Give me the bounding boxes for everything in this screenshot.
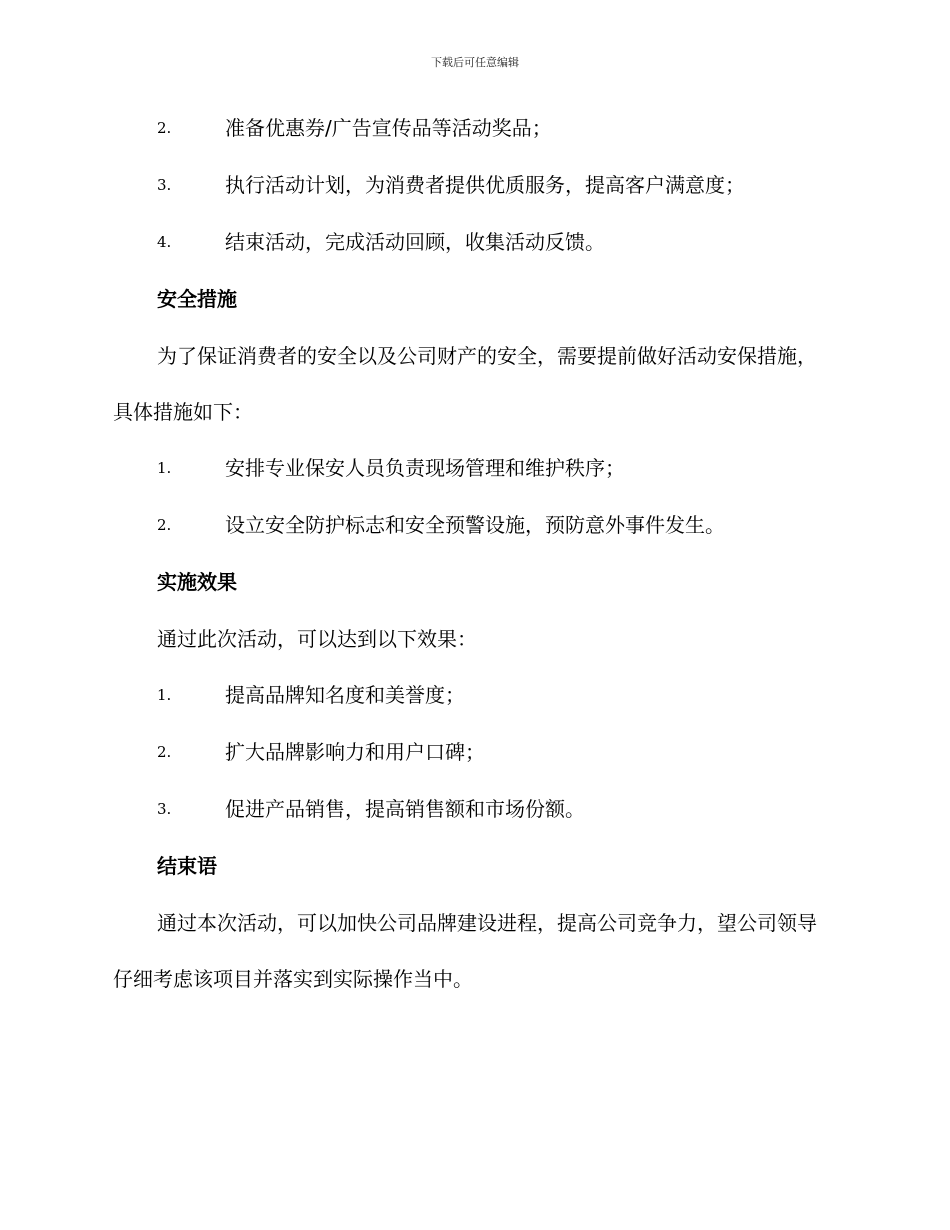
list-number: 2. (157, 119, 172, 137)
list-number: 3. (157, 176, 172, 194)
list-text: 安排专业保安人员负责现场管理和维护秩序； (225, 456, 625, 480)
list-text: 提高品牌知名度和美誉度； (225, 683, 465, 707)
list-item (113, 167, 833, 204)
page-header: 下载后可任意编辑 (431, 56, 519, 69)
list-item (113, 734, 833, 771)
list-number: 2. (157, 516, 172, 534)
list-item (113, 507, 833, 544)
list-text: 结束活动，完成活动回顾，收集活动反馈。 (225, 230, 605, 254)
list-item (113, 677, 833, 714)
document-body (113, 110, 833, 1017)
section-paragraph-effect: 通过此次活动，可以达到以下效果： (157, 627, 477, 651)
list-number: 1. (157, 459, 172, 477)
section-paragraph-conclusion: 通过本次活动，可以加快公司品牌建设进程，提高公司竞争力，望公司领导仔细考虑该项目并落实到实际操作当中。 (113, 911, 817, 991)
list-text: 扩大品牌影响力和用户口碑； (225, 740, 485, 764)
list-item (113, 791, 833, 828)
list-number: 1. (157, 686, 172, 704)
list-item (113, 110, 833, 147)
list-number: 3. (157, 800, 172, 818)
section-heading-effect: 实施效果 (157, 570, 237, 594)
list-text: 设立安全防护标志和安全预警设施，预防意外事件发生。 (225, 513, 725, 537)
section-heading-conclusion: 结束语 (157, 854, 217, 878)
list-text: 促进产品销售，提高销售额和市场份额。 (225, 797, 585, 821)
list-text: 执行活动计划，为消费者提供优质服务，提高客户满意度； (225, 173, 745, 197)
list-text: 准备优惠券/广告宣传品等活动奖品； (225, 116, 552, 140)
list-number: 4. (157, 233, 172, 251)
section-paragraph-safety: 为了保证消费者的安全以及公司财产的安全，需要提前做好活动安保措施，具体措施如下： (113, 344, 817, 424)
section-heading-safety: 安全措施 (157, 287, 237, 311)
list-item (113, 450, 833, 487)
list-number: 2. (157, 743, 172, 761)
list-item (113, 224, 833, 261)
